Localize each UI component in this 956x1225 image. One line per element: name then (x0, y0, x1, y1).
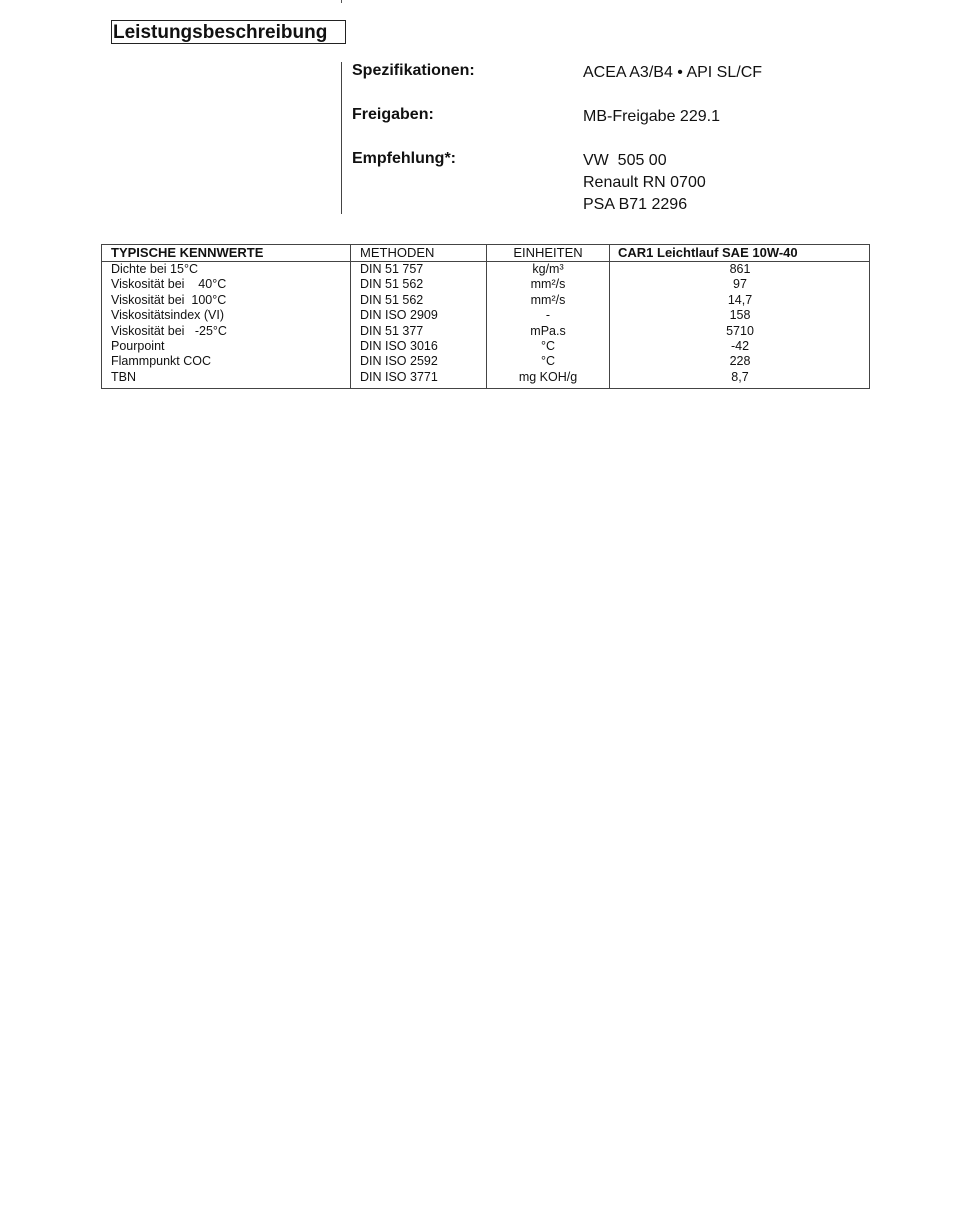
property-value: 861 (729, 262, 751, 276)
property-name: Flammpunkt COC (111, 354, 212, 369)
property-name: Viskosität bei 100°C (111, 292, 227, 307)
table-row (102, 354, 869, 369)
property-unit: - (545, 308, 551, 323)
property-value: 8,7 (731, 369, 749, 384)
property-value: 5710 (726, 323, 754, 338)
property-name: TBN (111, 369, 136, 384)
table-row (102, 277, 869, 292)
property-value: 158 (729, 308, 751, 323)
spec-label-spezifikationen: Spezifikationen: (352, 62, 475, 79)
property-unit: °C (540, 338, 556, 353)
table-row (102, 339, 869, 354)
spec-value-empfehlung (583, 150, 706, 216)
table-row (102, 324, 869, 339)
spec-value-spezifikationen (583, 62, 762, 84)
column-header-kennwerte: TYPISCHE KENNWERTE (111, 245, 264, 260)
page-title: Leistungsbeschreibung (113, 22, 328, 43)
property-unit: mm²/s (530, 292, 566, 307)
property-value: 14,7 (727, 292, 753, 307)
spec-value-freigaben (583, 106, 720, 128)
column-header-einheiten: EINHEITEN (513, 245, 583, 260)
property-method: DIN 51 757 (360, 262, 424, 276)
property-method: DIN 51 377 (360, 323, 424, 338)
spec-label-empfehlung: Empfehlung*: (352, 150, 456, 167)
table-row (102, 308, 869, 323)
column-header-methoden: METHODEN (360, 245, 435, 260)
property-value: 97 (733, 277, 747, 292)
spec-value-line: VW 505 00 (583, 152, 667, 169)
spec-value-line: PSA B71 2296 (583, 196, 688, 213)
spec-value-line: MB-Freigabe 229.1 (583, 108, 720, 125)
table-body (102, 262, 869, 385)
property-value: -42 (730, 338, 750, 353)
property-unit: mm²/s (530, 277, 566, 292)
property-method: DIN ISO 3771 (360, 369, 438, 384)
spec-value-line: Renault RN 0700 (583, 174, 706, 191)
heading-box (111, 20, 346, 44)
property-name: Pourpoint (111, 338, 165, 353)
property-name: Dichte bei 15°C (111, 262, 198, 276)
property-name: Viskosität bei -25°C (111, 323, 227, 338)
property-name: Viskositätsindex (VI) (111, 308, 225, 323)
spec-value-line: ACEA A3/B4 • API SL/CF (583, 64, 763, 81)
table-row (102, 293, 869, 308)
property-method: DIN ISO 3016 (360, 338, 438, 353)
property-unit: kg/m³ (532, 262, 564, 276)
properties-table (101, 244, 870, 389)
property-unit: °C (540, 354, 556, 369)
spec-divider (341, 62, 342, 214)
property-unit: mg KOH/g (518, 369, 578, 384)
property-method: DIN ISO 2592 (360, 354, 438, 369)
property-value: 228 (729, 354, 751, 369)
property-name: Viskosität bei 40°C (111, 277, 227, 292)
property-method: DIN ISO 2909 (360, 308, 438, 323)
table-row (102, 370, 869, 385)
page-margin-tick (341, 0, 342, 3)
property-unit: mPa.s (530, 323, 566, 338)
property-method: DIN 51 562 (360, 277, 424, 292)
table-row (102, 262, 869, 277)
column-header-product: CAR1 Leichtlauf SAE 10W-40 (618, 245, 798, 260)
property-method: DIN 51 562 (360, 292, 424, 307)
spec-label-freigaben: Freigaben: (352, 106, 434, 123)
